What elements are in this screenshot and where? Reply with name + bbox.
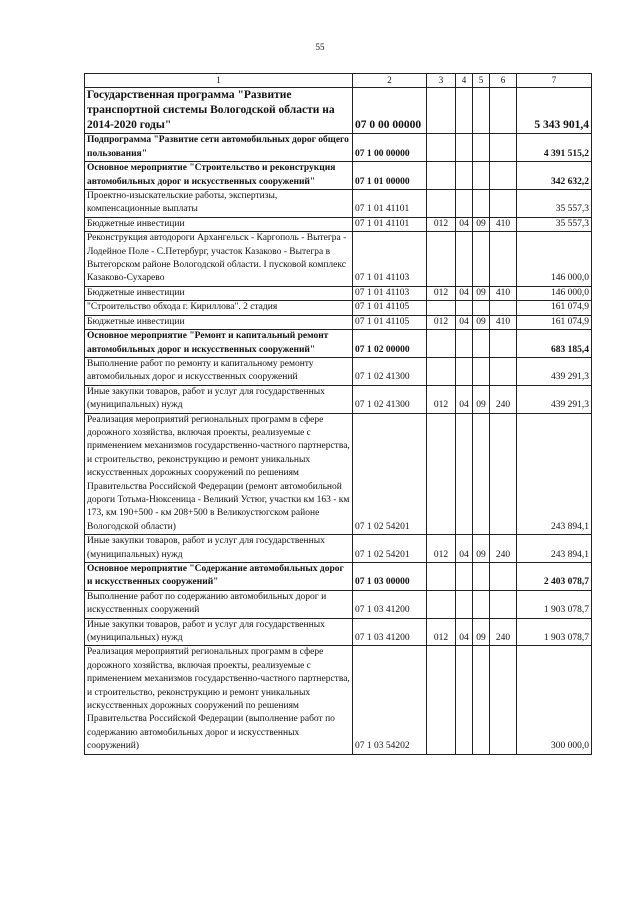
row-description: Бюджетные инвестиции: [85, 286, 353, 300]
row-program-code: 07 1 01 41101: [353, 217, 427, 231]
row-expense-type-code: [490, 563, 517, 591]
table-row: [85, 190, 592, 218]
row-description: Иные закупки товаров, работ и услуг для государственных (муниципальных) нужд: [85, 385, 353, 413]
row-ministry-code: [427, 162, 456, 190]
table-row: [85, 646, 592, 754]
row-amount: 683 185,4: [517, 330, 592, 358]
row-ministry-code: [427, 590, 456, 618]
row-subsection-code: [473, 357, 490, 385]
row-program-code: 07 1 02 41300: [353, 357, 427, 385]
table-row: [85, 286, 592, 300]
row-description: Основное мероприятие "Ремонт и капитальный ремонт автомобильных дорог и искусственных сооружений": [85, 330, 353, 358]
header-cell: 3: [427, 74, 456, 88]
row-ministry-code: [427, 563, 456, 591]
row-amount: 146 000,0: [517, 232, 592, 287]
table-row: [85, 385, 592, 413]
row-section-code: 04: [456, 535, 473, 563]
row-ministry-code: [427, 88, 456, 134]
row-subsection-code: 09: [473, 618, 490, 646]
row-program-code: 07 1 02 54201: [353, 413, 427, 535]
row-section-code: [456, 357, 473, 385]
header-cell: 5: [473, 74, 490, 88]
row-subsection-code: 09: [473, 315, 490, 329]
row-expense-type-code: 240: [490, 618, 517, 646]
row-program-code: 07 1 01 41105: [353, 301, 427, 315]
row-section-code: 04: [456, 618, 473, 646]
table-row: [85, 563, 592, 591]
row-expense-type-code: 240: [490, 535, 517, 563]
table-header-row: [85, 74, 592, 88]
row-subsection-code: 09: [473, 286, 490, 300]
row-ministry-code: [427, 646, 456, 754]
row-amount: 161 074,9: [517, 315, 592, 329]
row-section-code: 04: [456, 385, 473, 413]
row-expense-type-code: 240: [490, 385, 517, 413]
row-subsection-code: [473, 563, 490, 591]
row-section-code: [456, 232, 473, 287]
row-subsection-code: [473, 134, 490, 162]
row-subsection-code: 09: [473, 385, 490, 413]
row-amount: 243 894,1: [517, 413, 592, 535]
row-section-code: [456, 590, 473, 618]
row-description: Бюджетные инвестиции: [85, 315, 353, 329]
table-row: [85, 162, 592, 190]
table-row: [85, 357, 592, 385]
row-section-code: [456, 301, 473, 315]
row-ministry-code: [427, 190, 456, 218]
table-row: [85, 232, 592, 287]
row-amount: 35 557,3: [517, 217, 592, 231]
header-cell: 2: [353, 74, 427, 88]
row-subsection-code: [473, 232, 490, 287]
row-program-code: 07 1 02 41300: [353, 385, 427, 413]
row-amount: 243 894,1: [517, 535, 592, 563]
row-program-code: 07 1 03 00000: [353, 563, 427, 591]
row-section-code: [456, 190, 473, 218]
row-subsection-code: 09: [473, 217, 490, 231]
row-program-code: 07 1 01 41105: [353, 315, 427, 329]
row-program-code: 07 1 01 41101: [353, 190, 427, 218]
row-subsection-code: [473, 301, 490, 315]
row-amount: 439 291,3: [517, 357, 592, 385]
row-expense-type-code: [490, 190, 517, 218]
row-description: Реализация мероприятий региональных программ в сфере дорожного хозяйства, включая проекты, реализуемые с применением механизмов государственно-частного партнерства, и строительство, реконструкцию и ремонт уникальных искусственных дорожных сооружений по решениям Правительства Российской Федерации (ремонт автомобильной дороги Тотьма-Нюксеница - Великий Устюг, участки км 163 - км 173, км 190+500 - км 208+500 в Великоустюгском районе Вологодской области): [85, 413, 353, 535]
row-ministry-code: [427, 232, 456, 287]
table-row: [85, 535, 592, 563]
row-program-code: 07 1 02 54201: [353, 535, 427, 563]
header-cell: 6: [490, 74, 517, 88]
row-section-code: [456, 134, 473, 162]
row-program-code: 07 1 01 41103: [353, 232, 427, 287]
row-description: Государственная программа "Развитие транспортной системы Вологодской области на 2014-2020 годы": [85, 88, 353, 134]
table-row: [85, 413, 592, 535]
table-row: [85, 315, 592, 329]
row-description: Выполнение работ по содержанию автомобильных дорог и искусственных сооружений: [85, 590, 353, 618]
row-amount: 439 291,3: [517, 385, 592, 413]
row-ministry-code: [427, 330, 456, 358]
row-program-code: 07 1 00 00000: [353, 134, 427, 162]
row-expense-type-code: [490, 413, 517, 535]
table-row: [85, 301, 592, 315]
row-expense-type-code: [490, 162, 517, 190]
row-subsection-code: [473, 590, 490, 618]
row-program-code: 07 0 00 00000: [353, 88, 427, 134]
row-program-code: 07 1 01 00000: [353, 162, 427, 190]
row-subsection-code: [473, 330, 490, 358]
row-description: Основное мероприятие "Содержание автомобильных дорог и искусственных сооружений": [85, 563, 353, 591]
row-amount: 1 903 078,7: [517, 618, 592, 646]
row-subsection-code: [473, 88, 490, 134]
row-section-code: [456, 646, 473, 754]
row-description: Выполнение работ по ремонту и капитальному ремонту автомобильных дорог и искусственных сооружений: [85, 357, 353, 385]
page-number: 55: [315, 42, 325, 52]
header-cell: 1: [85, 74, 353, 88]
row-section-code: 04: [456, 217, 473, 231]
header-cell: 4: [456, 74, 473, 88]
table-row: [85, 134, 592, 162]
row-subsection-code: 09: [473, 535, 490, 563]
row-amount: 161 074,9: [517, 301, 592, 315]
table-row: [85, 88, 592, 134]
row-description: Подпрограмма "Развитие сети автомобильных дорог общего пользования": [85, 134, 353, 162]
row-subsection-code: [473, 646, 490, 754]
row-expense-type-code: [490, 232, 517, 287]
row-ministry-code: 012: [427, 385, 456, 413]
row-ministry-code: [427, 413, 456, 535]
budget-table: [84, 73, 592, 755]
row-section-code: 04: [456, 315, 473, 329]
row-expense-type-code: [490, 134, 517, 162]
row-ministry-code: [427, 301, 456, 315]
row-ministry-code: 012: [427, 217, 456, 231]
row-ministry-code: 012: [427, 286, 456, 300]
row-amount: 35 557,3: [517, 190, 592, 218]
table-row: [85, 618, 592, 646]
row-description: Иные закупки товаров, работ и услуг для государственных (муниципальных) нужд: [85, 535, 353, 563]
row-program-code: 07 1 03 54202: [353, 646, 427, 754]
row-ministry-code: [427, 134, 456, 162]
row-amount: 1 903 078,7: [517, 590, 592, 618]
row-amount: 300 000,0: [517, 646, 592, 754]
row-program-code: 07 1 01 41103: [353, 286, 427, 300]
row-description: Основное мероприятие "Строительство и реконструкция автомобильных дорог и искусственных сооружений": [85, 162, 353, 190]
row-program-code: 07 1 03 41200: [353, 590, 427, 618]
row-amount: 146 000,0: [517, 286, 592, 300]
row-description: Проектно-изыскательские работы, экспертизы, компенсационные выплаты: [85, 190, 353, 218]
table-row: [85, 217, 592, 231]
row-subsection-code: [473, 162, 490, 190]
row-expense-type-code: 410: [490, 315, 517, 329]
row-subsection-code: [473, 190, 490, 218]
header-cell: 7: [517, 74, 592, 88]
row-amount: 342 632,2: [517, 162, 592, 190]
table-row: [85, 330, 592, 358]
row-description: Реконструкция автодороги Архангельск - Каргополь - Вытегра - Лодейное Поле - С.Петербург, участок Казаково - Вытегра в Вытегорском районе Вологодской области. I пусковой комплекс Казаково-Сухарево: [85, 232, 353, 287]
row-amount: 4 391 515,2: [517, 134, 592, 162]
row-expense-type-code: [490, 590, 517, 618]
row-section-code: [456, 413, 473, 535]
row-ministry-code: 012: [427, 618, 456, 646]
row-description: Иные закупки товаров, работ и услуг для государственных (муниципальных) нужд: [85, 618, 353, 646]
row-expense-type-code: [490, 330, 517, 358]
row-ministry-code: [427, 357, 456, 385]
row-expense-type-code: [490, 88, 517, 134]
row-ministry-code: 012: [427, 535, 456, 563]
row-section-code: [456, 563, 473, 591]
row-description: "Строительство обхода г. Кириллова". 2 стадия: [85, 301, 353, 315]
row-program-code: 07 1 03 41200: [353, 618, 427, 646]
row-section-code: 04: [456, 286, 473, 300]
row-expense-type-code: [490, 646, 517, 754]
row-expense-type-code: [490, 301, 517, 315]
row-expense-type-code: [490, 357, 517, 385]
row-ministry-code: 012: [427, 315, 456, 329]
row-expense-type-code: 410: [490, 286, 517, 300]
row-section-code: [456, 162, 473, 190]
row-expense-type-code: 410: [490, 217, 517, 231]
row-program-code: 07 1 02 00000: [353, 330, 427, 358]
row-subsection-code: [473, 413, 490, 535]
row-description: Бюджетные инвестиции: [85, 217, 353, 231]
row-section-code: [456, 88, 473, 134]
table-row: [85, 590, 592, 618]
row-section-code: [456, 330, 473, 358]
row-description: Реализация мероприятий региональных программ в сфере дорожного хозяйства, включая проекты, реализуемые с применением механизмов государственно-частного партнерства, и строительство, реконструкцию и ремонт уникальных искусственных дорожных сооружений по решениям Правительства Российской Федерации (выполнение работ по содержанию автомобильных дорог и искусственных сооружений): [85, 646, 353, 754]
row-amount: 5 343 901,4: [517, 88, 592, 134]
row-amount: 2 403 078,7: [517, 563, 592, 591]
